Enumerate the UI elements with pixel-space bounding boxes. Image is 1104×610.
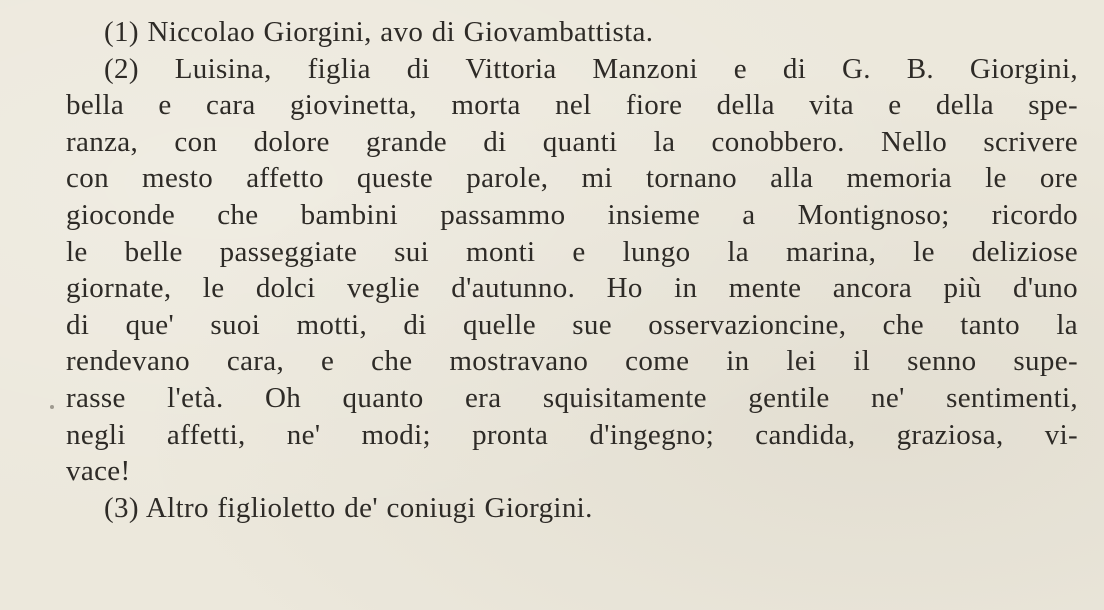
footnote-2-line: con mesto affetto queste parole, mi tornano alla memoria le ore	[66, 162, 1078, 195]
footnote-2-line: rendevano cara, e che mostravano come in lei il senno supe-	[66, 345, 1078, 378]
footnote-2-line: (2) Luisina, figlia di Vittoria Manzoni e di G. B. Giorgini,	[104, 52, 1078, 85]
print-speck	[50, 405, 54, 409]
footnote-2-line: negli affetti, ne' modi; pronta d'ingegno; candida, graziosa, vi-	[66, 418, 1078, 451]
footnote-2-line: le belle passeggiate sui monti e lungo la marina, le deliziose	[66, 235, 1078, 268]
footnote-2-line: giornate, le dolci veglie d'autunno. Ho in mente ancora più d'uno	[66, 272, 1078, 305]
footnote-3: (3) Altro figlioletto de' coniugi Giorgini.	[104, 491, 593, 524]
footnote-2	[66, 51, 1078, 490]
footnote-1: (1) Niccolao Giorgini, avo di Giovambattista.	[104, 16, 654, 48]
footnote-2-line: rasse l'età. Oh quanto era squisitamente gentile ne' sentimenti,	[66, 381, 1078, 414]
footnote-2-line: vace!	[66, 455, 131, 488]
footnote-2-line: bella e cara giovinetta, morta nel fiore della vita e della spe-	[66, 89, 1078, 122]
footnote-2-line: di que' suoi motti, di quelle sue osservazioncine, che tanto la	[66, 308, 1078, 341]
footnote-2-line: gioconde che bambini passammo insieme a Montignoso; ricordo	[66, 198, 1078, 231]
footnote-2-line: ranza, con dolore grande di quanti la conobbero. Nello scrivere	[66, 125, 1078, 158]
